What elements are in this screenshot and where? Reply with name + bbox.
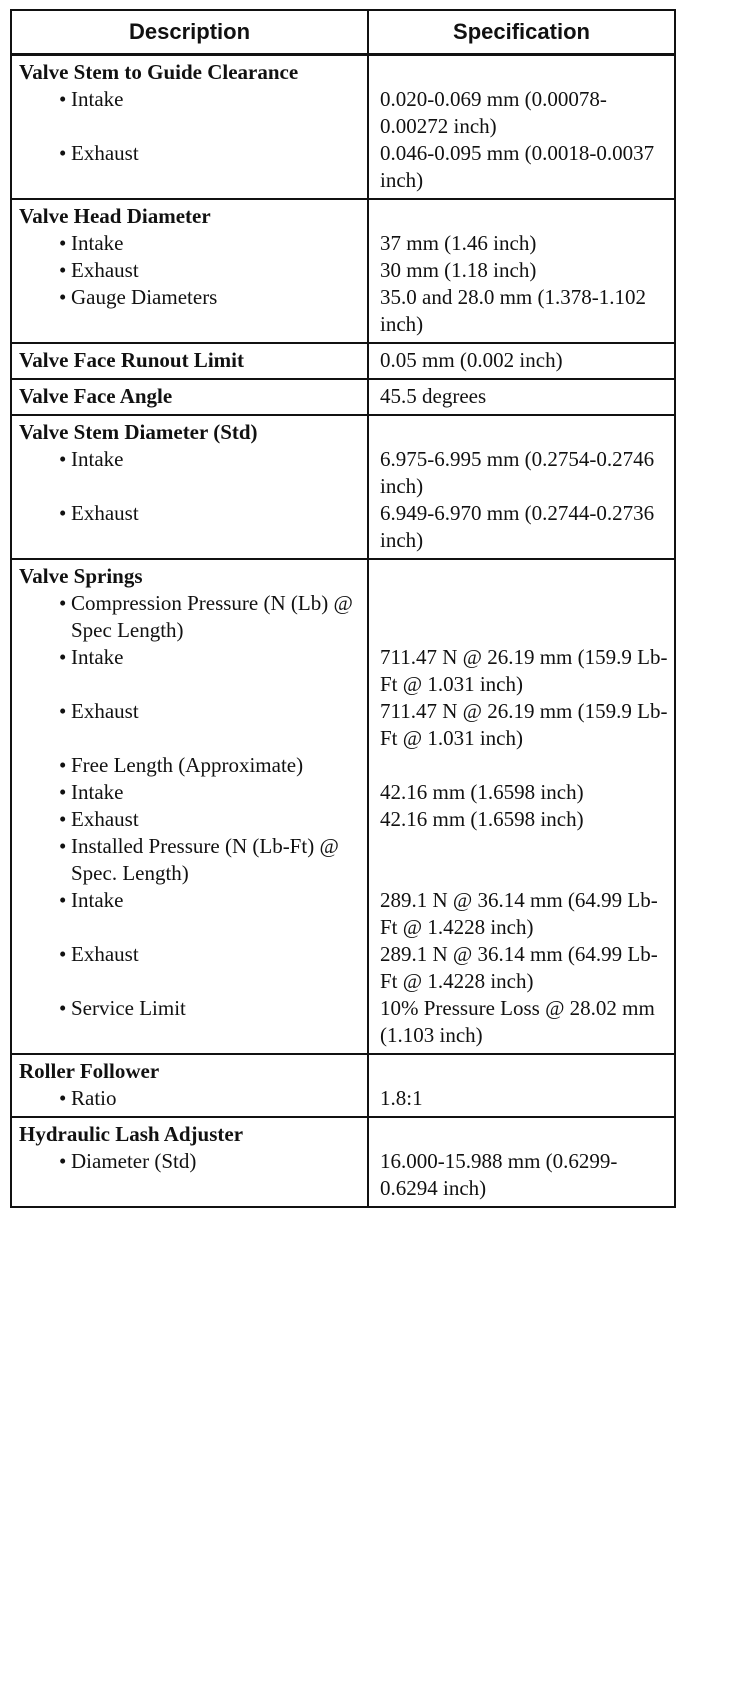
row-label xyxy=(11,887,368,941)
table-header-row xyxy=(11,10,675,55)
row-label-text: Diameter (Std) xyxy=(71,1149,197,1173)
row-spec xyxy=(368,833,675,887)
row-label-text: Compression Pressure (N (Lb) @ Spec Length) xyxy=(71,591,353,642)
bullet-icon: • xyxy=(59,780,67,804)
bullet-icon: • xyxy=(59,888,67,912)
row-label-text: Ratio xyxy=(71,1086,117,1110)
section-title: Valve Head Diameter xyxy=(11,199,368,230)
section-title: Roller Follower xyxy=(11,1054,368,1085)
row-spec: 0.046-0.095 mm (0.0018-0.0037 inch) xyxy=(368,140,675,199)
section-title-row xyxy=(11,379,675,415)
row-label-text: Service Limit xyxy=(71,996,186,1020)
row-spec: 6.975-6.995 mm (0.2754-0.2746 inch) xyxy=(368,446,675,500)
header-specification: Specification xyxy=(368,10,675,55)
table-row xyxy=(11,887,675,941)
section-title: Valve Face Angle xyxy=(11,379,368,415)
row-label-text: Intake xyxy=(71,87,124,111)
row-spec: 289.1 N @ 36.14 mm (64.99 Lb-Ft @ 1.4228 inch) xyxy=(368,941,675,995)
section-spec: 45.5 degrees xyxy=(368,379,675,415)
row-label-text: Exhaust xyxy=(71,258,139,282)
table-row xyxy=(11,1085,675,1117)
table-row xyxy=(11,833,675,887)
table-row xyxy=(11,140,675,199)
row-spec: 30 mm (1.18 inch) xyxy=(368,257,675,284)
bullet-icon: • xyxy=(59,1149,67,1173)
section-title: Valve Stem to Guide Clearance xyxy=(11,55,368,87)
section-spec xyxy=(368,559,675,590)
row-label-text: Exhaust xyxy=(71,807,139,831)
table-row xyxy=(11,1148,675,1207)
section-title: Valve Face Runout Limit xyxy=(11,343,368,379)
row-spec: 10% Pressure Loss @ 28.02 mm (1.103 inch) xyxy=(368,995,675,1054)
section-spec xyxy=(368,415,675,446)
table-row xyxy=(11,752,675,779)
row-label xyxy=(11,941,368,995)
row-label xyxy=(11,500,368,559)
row-spec: 711.47 N @ 26.19 mm (159.9 Lb-Ft @ 1.031 inch) xyxy=(368,698,675,752)
section-spec: 0.05 mm (0.002 inch) xyxy=(368,343,675,379)
table-row xyxy=(11,500,675,559)
row-label xyxy=(11,257,368,284)
row-label-text: Intake xyxy=(71,888,124,912)
row-spec: 289.1 N @ 36.14 mm (64.99 Lb-Ft @ 1.4228 inch) xyxy=(368,887,675,941)
row-spec xyxy=(368,590,675,644)
row-label-text: Exhaust xyxy=(71,942,139,966)
row-label xyxy=(11,806,368,833)
table-row xyxy=(11,941,675,995)
table-row xyxy=(11,644,675,698)
bullet-icon: • xyxy=(59,699,67,723)
row-label xyxy=(11,779,368,806)
table-row xyxy=(11,590,675,644)
row-label-text: Exhaust xyxy=(71,501,139,525)
row-label-text: Free Length (Approximate) xyxy=(71,753,304,777)
row-label xyxy=(11,644,368,698)
row-label xyxy=(11,1085,368,1117)
row-label-text: Gauge Diameters xyxy=(71,285,218,309)
table-row xyxy=(11,698,675,752)
section-spec xyxy=(368,55,675,87)
section-title: Valve Springs xyxy=(11,559,368,590)
section-spec xyxy=(368,1054,675,1085)
row-label xyxy=(11,995,368,1054)
row-label xyxy=(11,590,368,644)
row-spec: 37 mm (1.46 inch) xyxy=(368,230,675,257)
bullet-icon: • xyxy=(59,447,67,471)
row-label xyxy=(11,833,368,887)
row-spec: 35.0 and 28.0 mm (1.378-1.102 inch) xyxy=(368,284,675,343)
row-label-text: Intake xyxy=(71,645,124,669)
bullet-icon: • xyxy=(59,1086,67,1110)
row-spec: 16.000-15.988 mm (0.6299-0.6294 inch) xyxy=(368,1148,675,1207)
section-title-row xyxy=(11,415,675,446)
bullet-icon: • xyxy=(59,753,67,777)
row-spec xyxy=(368,752,675,779)
row-label-text: Intake xyxy=(71,447,124,471)
section-title-row xyxy=(11,559,675,590)
section-title-row xyxy=(11,1054,675,1085)
row-spec: 42.16 mm (1.6598 inch) xyxy=(368,806,675,833)
row-label xyxy=(11,140,368,199)
row-label xyxy=(11,230,368,257)
table-row xyxy=(11,86,675,140)
bullet-icon: • xyxy=(59,87,67,111)
row-label xyxy=(11,1148,368,1207)
row-label xyxy=(11,446,368,500)
bullet-icon: • xyxy=(59,501,67,525)
table-row xyxy=(11,779,675,806)
section-spec xyxy=(368,1117,675,1148)
bullet-icon: • xyxy=(59,258,67,282)
bullet-icon: • xyxy=(59,807,67,831)
row-spec: 42.16 mm (1.6598 inch) xyxy=(368,779,675,806)
table-row xyxy=(11,230,675,257)
row-spec: 0.020-0.069 mm (0.00078-0.00272 inch) xyxy=(368,86,675,140)
bullet-icon: • xyxy=(59,942,67,966)
row-label xyxy=(11,752,368,779)
row-label-text: Intake xyxy=(71,231,124,255)
row-label xyxy=(11,86,368,140)
bullet-icon: • xyxy=(59,834,67,858)
table-row xyxy=(11,446,675,500)
row-label-text: Exhaust xyxy=(71,141,139,165)
section-spec xyxy=(368,199,675,230)
bullet-icon: • xyxy=(59,285,67,309)
table-row xyxy=(11,995,675,1054)
row-spec: 6.949-6.970 mm (0.2744-0.2736 inch) xyxy=(368,500,675,559)
bullet-icon: • xyxy=(59,645,67,669)
table-row xyxy=(11,284,675,343)
section-title-row xyxy=(11,199,675,230)
section-title-row xyxy=(11,343,675,379)
bullet-icon: • xyxy=(59,591,67,615)
section-title: Hydraulic Lash Adjuster xyxy=(11,1117,368,1148)
row-label-text: Exhaust xyxy=(71,699,139,723)
row-label-text: Intake xyxy=(71,780,124,804)
table-row xyxy=(11,257,675,284)
section-title-row xyxy=(11,1117,675,1148)
row-spec: 711.47 N @ 26.19 mm (159.9 Lb-Ft @ 1.031 inch) xyxy=(368,644,675,698)
section-title-row xyxy=(11,55,675,87)
section-title: Valve Stem Diameter (Std) xyxy=(11,415,368,446)
bullet-icon: • xyxy=(59,141,67,165)
row-label xyxy=(11,284,368,343)
row-label xyxy=(11,698,368,752)
bullet-icon: • xyxy=(59,231,67,255)
header-description: Description xyxy=(11,10,368,55)
table-row xyxy=(11,806,675,833)
bullet-icon: • xyxy=(59,996,67,1020)
valve-spec-table xyxy=(10,9,676,1208)
row-spec: 1.8:1 xyxy=(368,1085,675,1117)
row-label-text: Installed Pressure (N (Lb-Ft) @ Spec. Length) xyxy=(71,834,339,885)
